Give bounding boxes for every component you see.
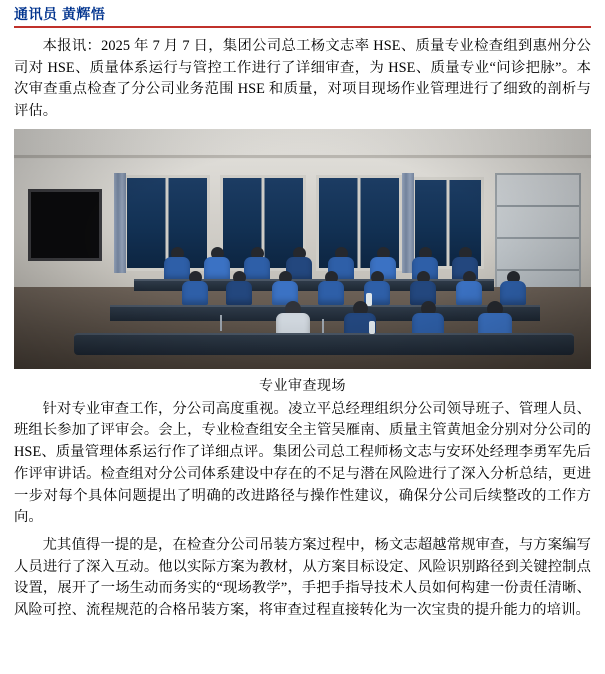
header-divider <box>14 26 591 28</box>
paragraph-2: 针对专业审查工作，分公司高度重视。凌立平总经理组织分公司领导班子、管理人员、班组长参加了评审会。会上，专业检查组安全主管吴雁南、质量主管黄旭金分别对分公司的 HSE、质量管理体系运行作了详细点评。集团公司总工程师杨文志与安环处经理李勇军先后作评审讲话。检查组对分公司体系建设中存在的不足与潜在风险进行了深入分析总结，更进一步对每个具体问题提出了明确的改进路径与操作性建议，确保分公司后续整改的工作方向。 <box>14 400 591 526</box>
paragraph-1: 本报讯：2025 年 7 月 7 日，集团公司总工杨文志率 HSE、质量专业检查组到惠州分公司对 HSE、质量体系运行与管控工作进行了详细审查，为 HSE、质量专业“问诊把脉”。本次审查重点检查了分公司业务范围 HSE 和质量，对项目现场作业管理进行了细致的剖析与评估。 <box>14 37 591 119</box>
figure <box>14 129 591 395</box>
byline: 通讯员 黄辉悟 <box>14 6 106 22</box>
meeting-room-photo <box>14 129 591 369</box>
paragraph-3: 尤其值得一提的是，在检查分公司吊装方案过程中，杨文志超越常规审查，与方案编写人员进行了深入互动。他以实际方案为教材，从方案目标设定、风险识别路径到关键控制点设置，展开了一场生动而务实的“现场教学”，手把手指导技术人员如何构建一份责任清晰、风险可控、流程规范的合格吊装方案，将审查过程直接转化为一次宝贵的提升能力的培训。 <box>14 536 591 619</box>
photo-vignette <box>14 129 591 369</box>
figure-caption: 专业审查现场 <box>259 378 346 394</box>
